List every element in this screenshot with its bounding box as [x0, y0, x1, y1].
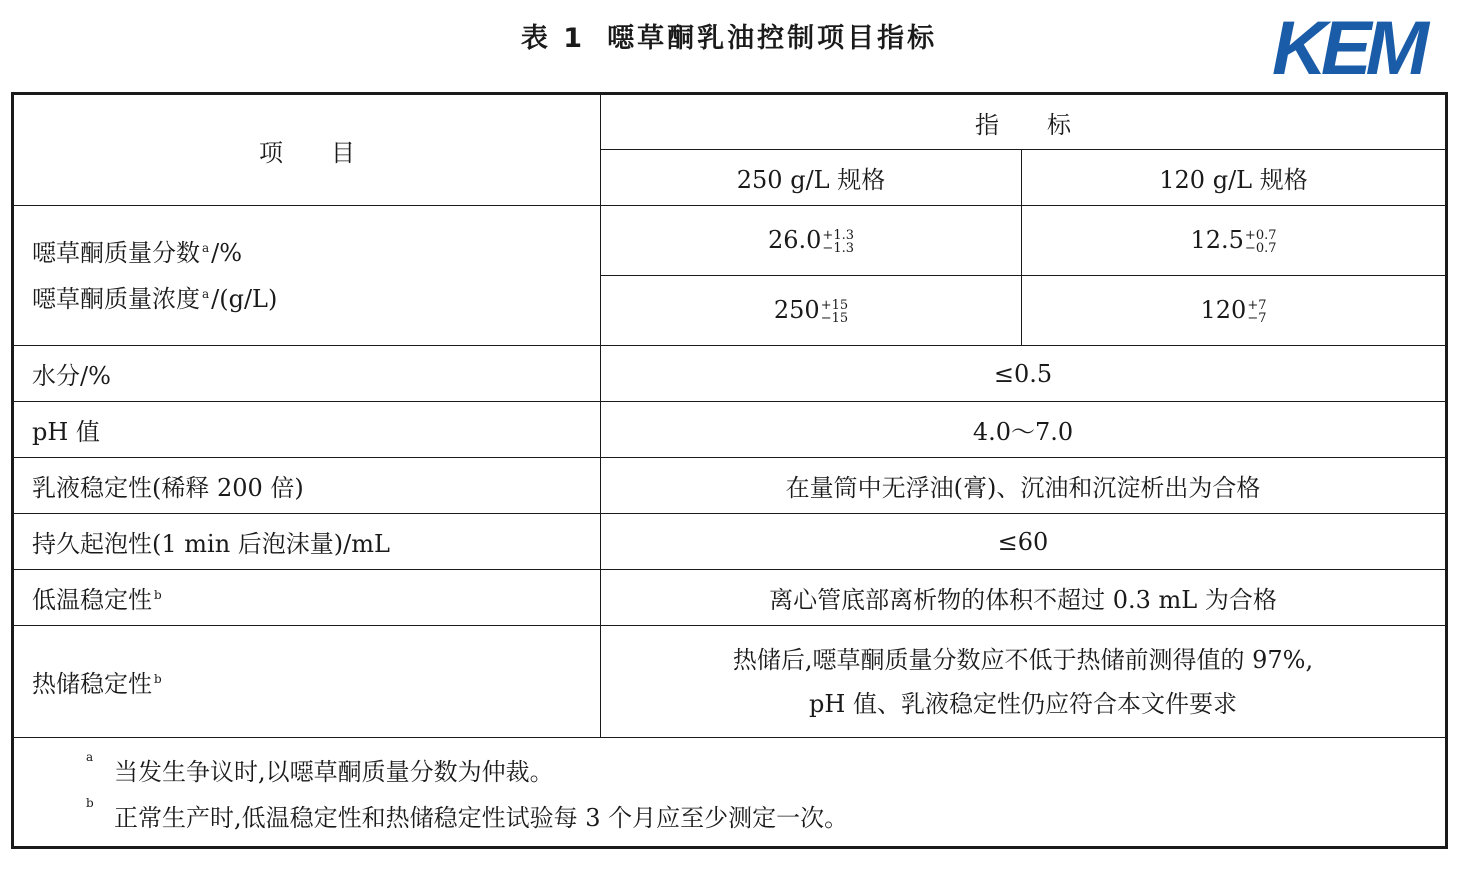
emulsion-label: 乳液稳定性(稀释 200 倍) [13, 458, 601, 514]
low-temp-value: 离心管底部离析物的体积不超过 0.3 mL 为合格 [601, 570, 1447, 626]
mass-conc-120: 120 +7 −7 [1022, 276, 1447, 346]
note-a [14, 748, 1445, 794]
row-content-label [13, 206, 601, 346]
mass-conc-label: 噁草酮质量浓度 $^a$/(g/L) [32, 284, 278, 313]
note-a-mark: a [86, 750, 94, 764]
foam-label: 持久起泡性(1 min 后泡沫量)/mL [13, 514, 601, 570]
heat-label: 热储稳定性 $^b$ [13, 626, 601, 738]
table-notes [13, 738, 1447, 848]
heat-value-line2: pH 值、乳液稳定性仍应符合本文件要求 [809, 689, 1237, 718]
table-number: 表 1 [520, 23, 586, 54]
ph-value: 4.0～7.0 [601, 402, 1447, 458]
heat-value-line1: 热储后,噁草酮质量分数应不低于热储前测得值的 97%, [732, 645, 1314, 674]
water-label: 水分/% [13, 346, 601, 402]
mass-conc-250: 250 +15 −15 [601, 276, 1022, 346]
water-value: ≤0.5 [601, 346, 1447, 402]
ph-label: pH 值 [13, 402, 601, 458]
note-b [14, 794, 1445, 840]
kem-logo-text: KEM [1272, 8, 1423, 90]
header-item: 项 目 [13, 94, 601, 206]
table-title [0, 16, 1458, 55]
mass-fraction-label: 噁草酮质量分数 $^a$/% [32, 238, 243, 267]
header-spec-120: 120 g/L 规格 [1022, 150, 1447, 206]
spec-table [11, 92, 1448, 849]
table-title-text: 噁草酮乳油控制项目指标 [607, 23, 938, 54]
note-a-text: 当发生争议时,以噁草酮质量分数为仲裁。 [114, 758, 554, 786]
mass-fraction-120: 12.5 +0.7 −0.7 [1022, 206, 1447, 276]
header-spec-250: 250 g/L 规格 [601, 150, 1022, 206]
mass-fraction-250: 26.0 +1.3 −1.3 [601, 206, 1022, 276]
header-index: 指 标 [601, 94, 1447, 150]
note-b-text: 正常生产时,低温稳定性和热储稳定性试验每 3 个月应至少测定一次。 [114, 804, 849, 832]
low-temp-label: 低温稳定性 $^b$ [13, 570, 601, 626]
kem-logo [1268, 8, 1443, 90]
note-b-mark: b [86, 796, 94, 810]
foam-value: ≤60 [601, 514, 1447, 570]
heat-value [601, 626, 1447, 738]
emulsion-value: 在量筒中无浮油(膏)、沉油和沉淀析出为合格 [601, 458, 1447, 514]
